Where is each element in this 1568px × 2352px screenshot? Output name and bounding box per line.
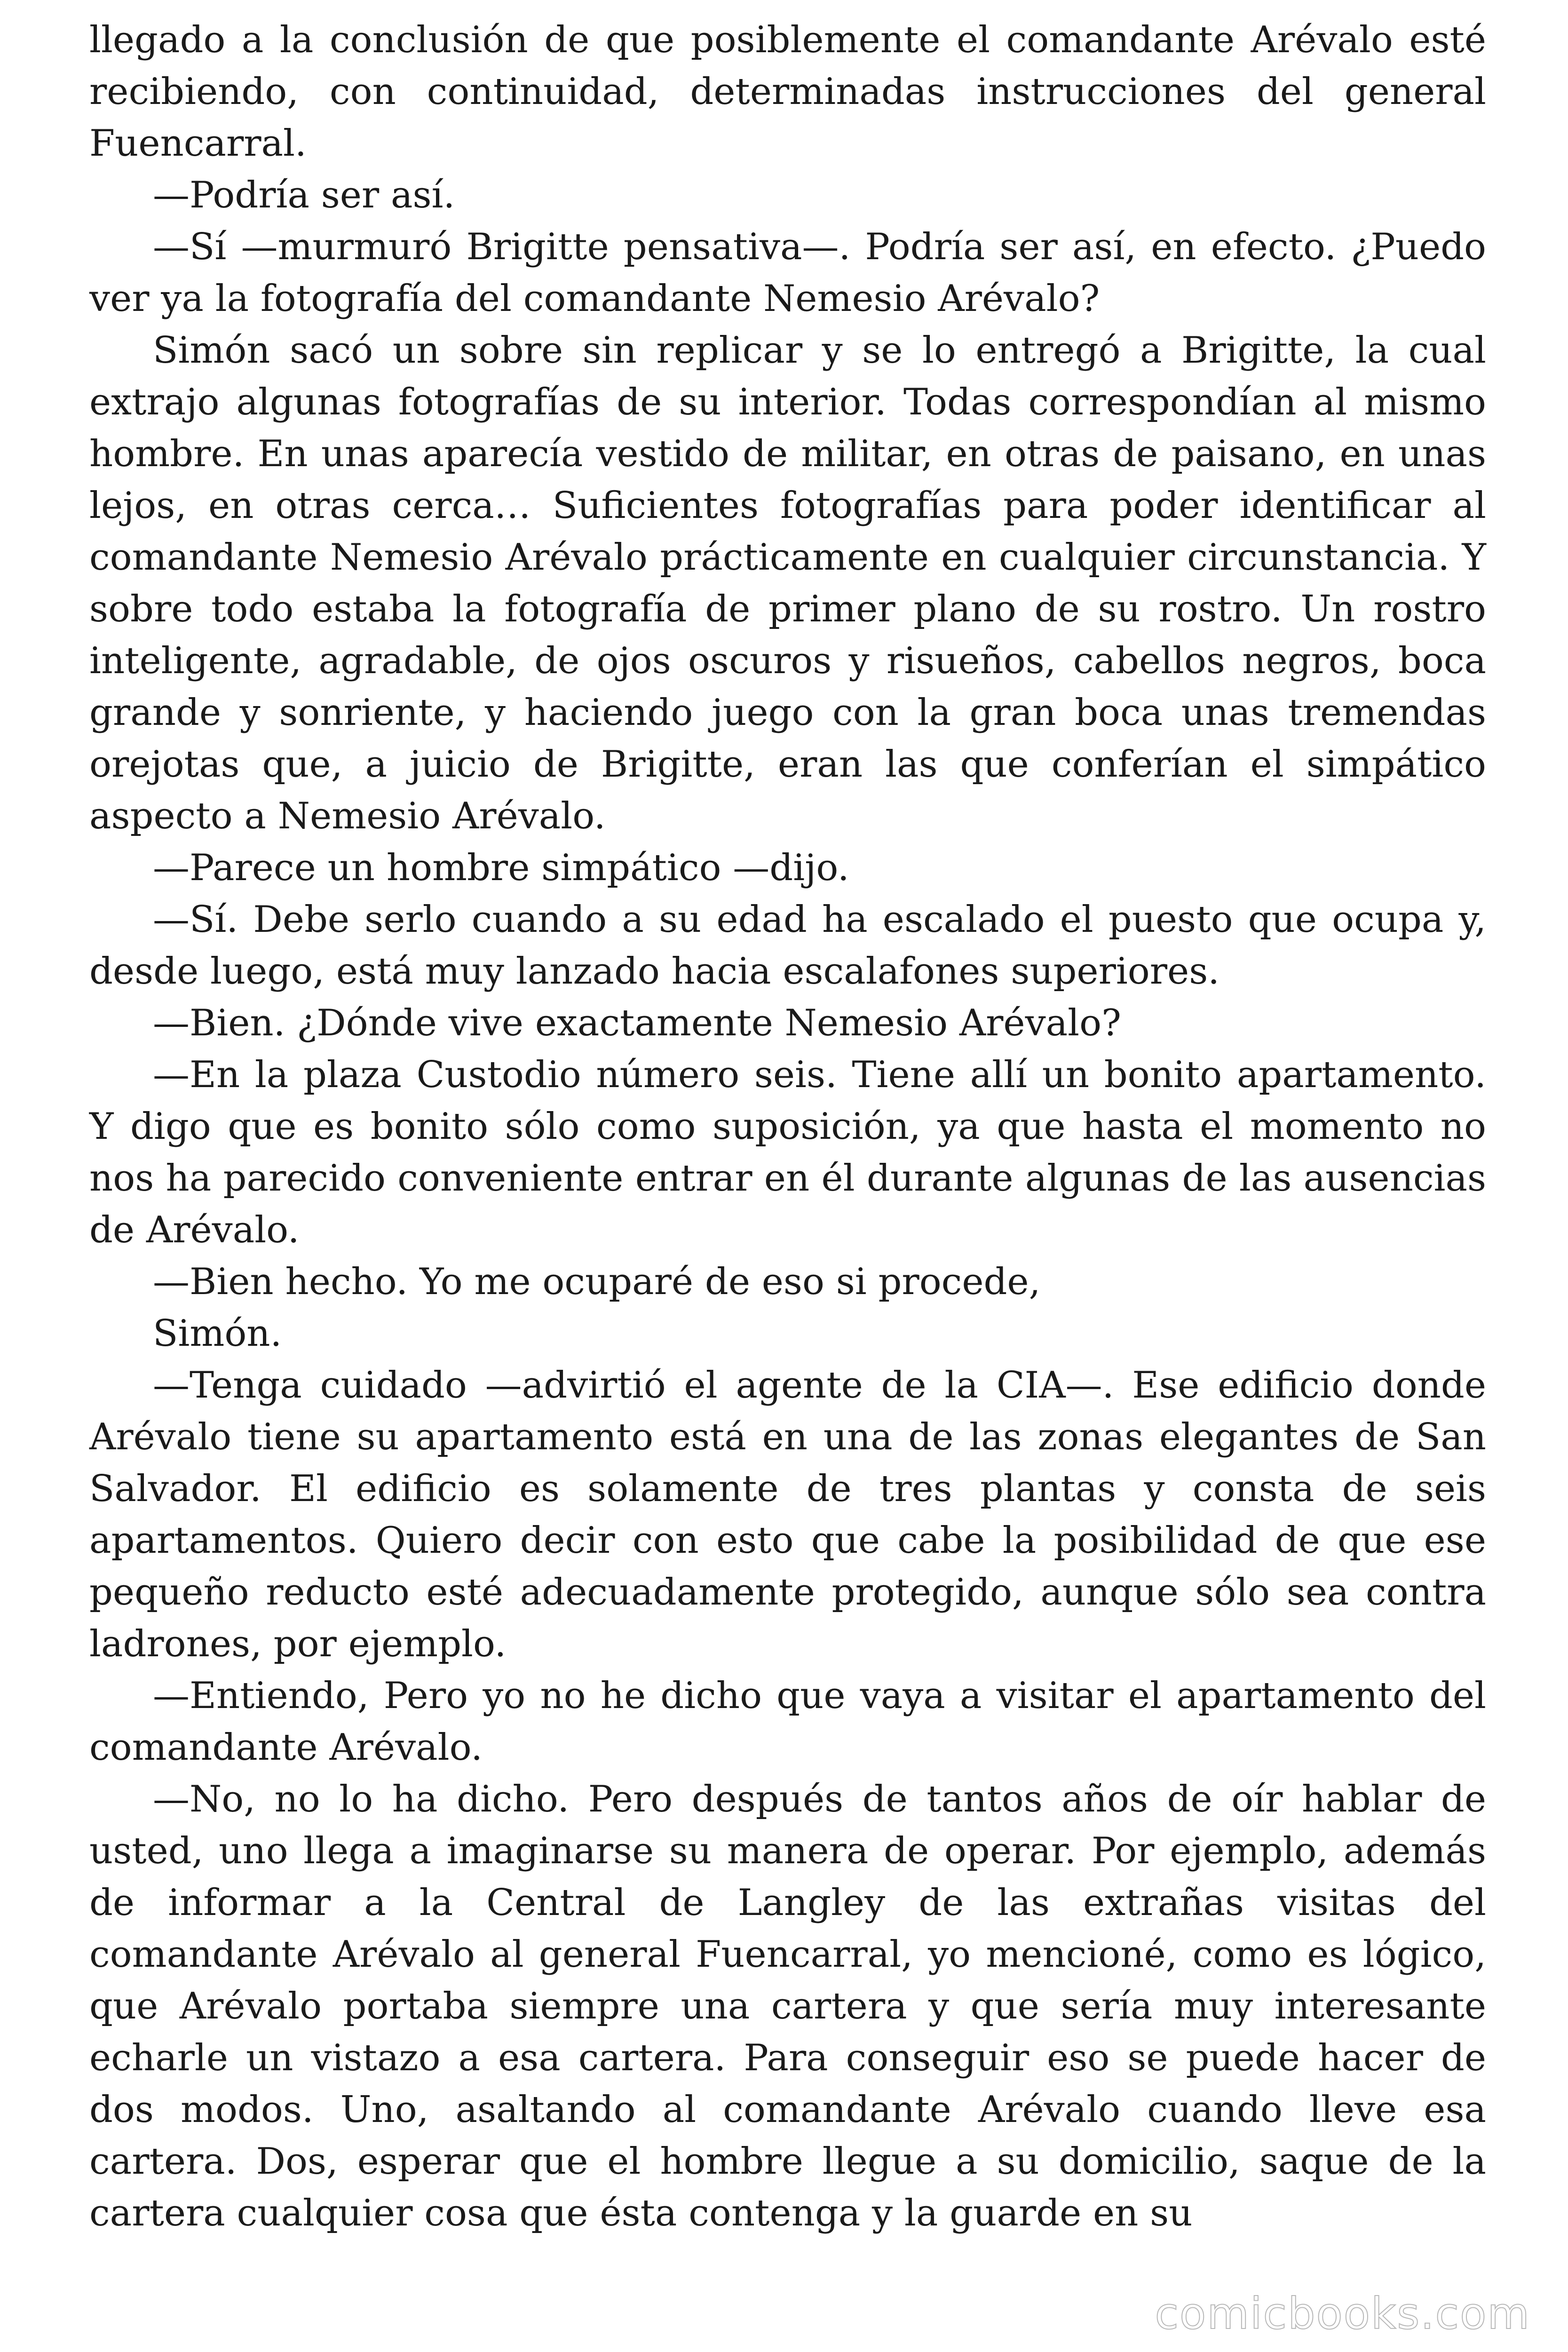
- dialogue-paragraph: —Podría ser así.: [153, 174, 455, 216]
- dialogue-paragraph: —Bien. ¿Dónde vive exactamente Nemesio Arévalo?: [153, 1002, 1121, 1044]
- dialogue-paragraph: —Parece un hombre simpático —dijo.: [153, 847, 849, 889]
- dialogue-paragraph: Simón.: [153, 1312, 282, 1355]
- book-page-text: [89, 14, 1486, 2239]
- watermark-logo: comicbooks.com: [1155, 2288, 1530, 2339]
- dialogue-paragraph: —No, no lo ha dicho. Pero después de tantos años de oír hablar de usted, uno llega a imaginarse su manera de operar. Por ejemplo, además de informar a la Central de Langley de las extrañas visitas del comandante Arévalo al general Fuencarral, yo mencioné, como es lógico, que Arévalo portaba siempre una cartera y que sería muy interesante echarle un vistazo a esa cartera. Para conseguir eso se puede hacer de dos modos. Uno, asaltando al comandante Arévalo cuando lleve esa cartera. Dos, esperar que el hombre llegue a su domicilio, saque de la cartera cualquier cosa que ésta contenga y la guarde en su: [89, 1778, 1486, 2234]
- dialogue-paragraph: —Sí —murmuró Brigitte pensativa—. Podría ser así, en efecto. ¿Puedo ver ya la fotografía del comandante Nemesio Arévalo?: [89, 226, 1486, 320]
- dialogue-paragraph: —En la plaza Custodio número seis. Tiene allí un bonito apartamento. Y digo que es bonito sólo como suposición, ya que hasta el momento no nos ha parecido conveniente entrar en él durante algunas de las ausencias de Arévalo.: [89, 1054, 1486, 1251]
- dialogue-paragraph: —Sí. Debe serlo cuando a su edad ha escalado el puesto que ocupa y, desde luego, está muy lanzado hacia escalafones superiores.: [89, 898, 1486, 993]
- dialogue-paragraph: —Bien hecho. Yo me ocuparé de eso si procede,: [153, 1261, 1041, 1303]
- dialogue-paragraph: —Tenga cuidado —advirtió el agente de la CIA—. Ese edificio donde Arévalo tiene su apartamento está en una de las zonas elegantes de San Salvador. El edificio es solamente de tres plantas y consta de seis apartamentos. Quiero decir con esto que cabe la posibilidad de que ese pequeño reducto esté adecuadamente protegido, aunque sólo sea contra ladrones, por ejemplo.: [89, 1364, 1486, 1665]
- narrative-paragraph: Simón sacó un sobre sin replicar y se lo entregó a Brigitte, la cual extrajo algunas fotografías de su interior. Todas correspondían al mismo hombre. En unas aparecía vestido de militar, en otras de paisano, en unas lejos, en otras cerca… Suficientes fotografías para poder identificar al comandante Nemesio Arévalo prácticamente en cualquier circunstancia. Y sobre todo estaba la fotografía de primer plano de su rostro. Un rostro inteligente, agradable, de ojos oscuros y risueños, cabellos negros, boca grande y sonriente, y haciendo juego con la gran boca unas tremendas orejotas que, a juicio de Brigitte, eran las que conferían el simpático aspecto a Nemesio Arévalo.: [89, 329, 1486, 837]
- paragraph-continuation: llegado a la conclusión de que posiblemente el comandante Arévalo esté recibiendo, con continuidad, determinadas instrucciones del general Fuencarral.: [89, 19, 1486, 165]
- dialogue-paragraph: —Entiendo, Pero yo no he dicho que vaya a visitar el apartamento del comandante Arévalo.: [89, 1675, 1486, 1769]
